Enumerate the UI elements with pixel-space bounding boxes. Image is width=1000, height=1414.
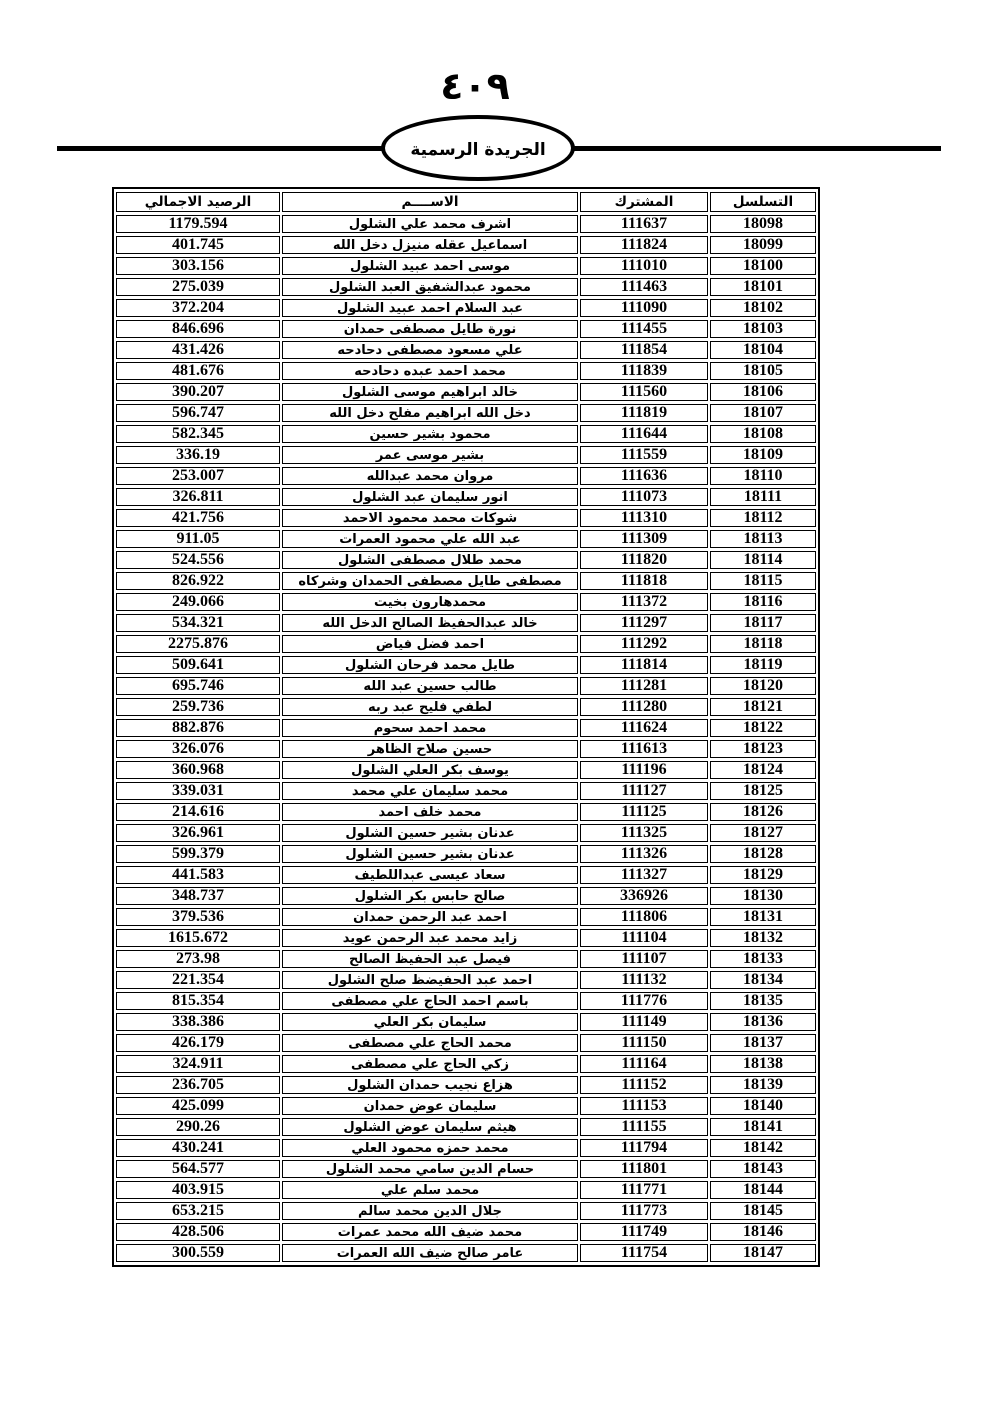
serial-cell: 18128 bbox=[710, 845, 816, 863]
balance-cell: 430.241 bbox=[116, 1139, 280, 1157]
table-row bbox=[116, 1118, 816, 1136]
table-row bbox=[116, 824, 816, 842]
table-row bbox=[116, 341, 816, 359]
subscriber-cell: 111463 bbox=[580, 278, 708, 296]
subscriber-cell: 111107 bbox=[580, 950, 708, 968]
subscriber-cell: 111824 bbox=[580, 236, 708, 254]
subscriber-cell: 111310 bbox=[580, 509, 708, 527]
serial-cell: 18120 bbox=[710, 677, 816, 695]
name-cell: اسماعيل عقله منيزل دخل الله bbox=[282, 236, 578, 254]
column-header-name: الاســــم bbox=[282, 192, 578, 212]
name-cell: جلال الدين محمد سالم bbox=[282, 1202, 578, 1220]
serial-cell: 18147 bbox=[710, 1244, 816, 1262]
balance-cell: 695.746 bbox=[116, 677, 280, 695]
table-row bbox=[116, 1139, 816, 1157]
serial-cell: 18102 bbox=[710, 299, 816, 317]
serial-cell: 18101 bbox=[710, 278, 816, 296]
table-row bbox=[116, 929, 816, 947]
table-row bbox=[116, 1097, 816, 1115]
subscriber-cell: 111325 bbox=[580, 824, 708, 842]
column-header-subscriber: المشترك bbox=[580, 192, 708, 212]
table-row bbox=[116, 782, 816, 800]
name-cell: احمد عبد الحفيضظ صلح الشلول bbox=[282, 971, 578, 989]
name-cell: محمد طلال مصطفى الشلول bbox=[282, 551, 578, 569]
serial-cell: 18143 bbox=[710, 1160, 816, 1178]
table-row bbox=[116, 551, 816, 569]
serial-cell: 18134 bbox=[710, 971, 816, 989]
table-row bbox=[116, 362, 816, 380]
name-cell: مصطفى طايل مصطفى الحمدان وشركاه bbox=[282, 572, 578, 590]
table-row bbox=[116, 698, 816, 716]
subscriber-cell: 111794 bbox=[580, 1139, 708, 1157]
serial-cell: 18114 bbox=[710, 551, 816, 569]
name-cell: بشير موسى عمر bbox=[282, 446, 578, 464]
table-row bbox=[116, 257, 816, 275]
serial-cell: 18144 bbox=[710, 1181, 816, 1199]
balance-cell: 336.19 bbox=[116, 446, 280, 464]
balance-cell: 441.583 bbox=[116, 866, 280, 884]
serial-cell: 18137 bbox=[710, 1034, 816, 1052]
serial-cell: 18110 bbox=[710, 467, 816, 485]
subscribers-table bbox=[112, 187, 820, 1267]
serial-cell: 18107 bbox=[710, 404, 816, 422]
subscriber-cell: 111644 bbox=[580, 425, 708, 443]
name-cell: عبد السلام احمد عبيد الشلول bbox=[282, 299, 578, 317]
name-cell: لطفي فليح عبد ربه bbox=[282, 698, 578, 716]
balance-cell: 1179.594 bbox=[116, 215, 280, 233]
table-row bbox=[116, 320, 816, 338]
table-row bbox=[116, 992, 816, 1010]
name-cell: خالد عبدالحفيظ الصالح الدخل الله bbox=[282, 614, 578, 632]
name-cell: زايد محمد عبد الرحمن عويد bbox=[282, 929, 578, 947]
name-cell: فيصل عبد الحفيظ الصالح bbox=[282, 950, 578, 968]
name-cell: علي مسعود مصطفى دحادحه bbox=[282, 341, 578, 359]
balance-cell: 401.745 bbox=[116, 236, 280, 254]
subscriber-cell: 111613 bbox=[580, 740, 708, 758]
balance-cell: 911.05 bbox=[116, 530, 280, 548]
subscriber-cell: 111155 bbox=[580, 1118, 708, 1136]
balance-cell: 372.204 bbox=[116, 299, 280, 317]
balance-cell: 360.968 bbox=[116, 761, 280, 779]
name-cell: هزاع نجيب حمدان الشلول bbox=[282, 1076, 578, 1094]
balance-cell: 324.911 bbox=[116, 1055, 280, 1073]
subscriber-cell: 111292 bbox=[580, 635, 708, 653]
subscriber-cell: 111309 bbox=[580, 530, 708, 548]
table-row bbox=[116, 425, 816, 443]
balance-cell: 275.039 bbox=[116, 278, 280, 296]
name-cell: عبد الله علي محمود العمرات bbox=[282, 530, 578, 548]
serial-cell: 18140 bbox=[710, 1097, 816, 1115]
name-cell: يوسف بكر العلي الشلول bbox=[282, 761, 578, 779]
balance-cell: 300.559 bbox=[116, 1244, 280, 1262]
serial-cell: 18115 bbox=[710, 572, 816, 590]
serial-cell: 18098 bbox=[710, 215, 816, 233]
serial-cell: 18099 bbox=[710, 236, 816, 254]
name-cell: زكي الحاج علي مصطفى bbox=[282, 1055, 578, 1073]
column-header-balance: الرصيد الاجمالي bbox=[116, 192, 280, 212]
subscriber-cell: 111010 bbox=[580, 257, 708, 275]
name-cell: طالب حسين عبد الله bbox=[282, 677, 578, 695]
serial-cell: 18141 bbox=[710, 1118, 816, 1136]
subscriber-cell: 111771 bbox=[580, 1181, 708, 1199]
subscriber-cell: 111637 bbox=[580, 215, 708, 233]
serial-cell: 18129 bbox=[710, 866, 816, 884]
table-row bbox=[116, 1223, 816, 1241]
balance-cell: 236.705 bbox=[116, 1076, 280, 1094]
serial-cell: 18142 bbox=[710, 1139, 816, 1157]
table-row bbox=[116, 488, 816, 506]
balance-cell: 599.379 bbox=[116, 845, 280, 863]
name-cell: محمدهارون بخيت bbox=[282, 593, 578, 611]
table-row bbox=[116, 677, 816, 695]
subscriber-cell: 111125 bbox=[580, 803, 708, 821]
name-cell: شوكات محمد محمود الاحمد bbox=[282, 509, 578, 527]
balance-cell: 582.345 bbox=[116, 425, 280, 443]
name-cell: خالد ابراهيم موسى الشلول bbox=[282, 383, 578, 401]
subscriber-cell: 111127 bbox=[580, 782, 708, 800]
page-number: ٤٠٩ bbox=[440, 64, 510, 108]
table-row bbox=[116, 971, 816, 989]
subscriber-cell: 111636 bbox=[580, 467, 708, 485]
gazette-banner-oval bbox=[381, 115, 575, 181]
name-cell: عدنان بشير حسين الشلول bbox=[282, 845, 578, 863]
table-row bbox=[116, 1244, 816, 1262]
balance-cell: 564.577 bbox=[116, 1160, 280, 1178]
table-row bbox=[116, 215, 816, 233]
name-cell: محمود عبدالشفيق العبد الشلول bbox=[282, 278, 578, 296]
table-row bbox=[116, 278, 816, 296]
balance-cell: 426.179 bbox=[116, 1034, 280, 1052]
name-cell: صالح حابس بكر الشلول bbox=[282, 887, 578, 905]
table-row bbox=[116, 467, 816, 485]
subscriber-cell: 111773 bbox=[580, 1202, 708, 1220]
name-cell: دخل الله ابراهيم مفلح دخل الله bbox=[282, 404, 578, 422]
name-cell: حسين صلاح الظاهر bbox=[282, 740, 578, 758]
balance-cell: 428.506 bbox=[116, 1223, 280, 1241]
table-row bbox=[116, 236, 816, 254]
table-row bbox=[116, 1202, 816, 1220]
serial-cell: 18106 bbox=[710, 383, 816, 401]
table-row bbox=[116, 446, 816, 464]
table-row bbox=[116, 1160, 816, 1178]
subscriber-cell: 111814 bbox=[580, 656, 708, 674]
balance-cell: 882.876 bbox=[116, 719, 280, 737]
subscriber-cell: 111196 bbox=[580, 761, 708, 779]
serial-cell: 18118 bbox=[710, 635, 816, 653]
name-cell: محمد حمزه محمود العلي bbox=[282, 1139, 578, 1157]
table-row bbox=[116, 614, 816, 632]
subscriber-cell: 111839 bbox=[580, 362, 708, 380]
subscriber-cell: 111560 bbox=[580, 383, 708, 401]
name-cell: حسام الدين سامي محمد الشلول bbox=[282, 1160, 578, 1178]
serial-cell: 18108 bbox=[710, 425, 816, 443]
balance-cell: 338.386 bbox=[116, 1013, 280, 1031]
table-header-row bbox=[116, 192, 816, 212]
balance-cell: 290.26 bbox=[116, 1118, 280, 1136]
name-cell: طايل محمد فرحان الشلول bbox=[282, 656, 578, 674]
name-cell: عدنان بشير حسين الشلول bbox=[282, 824, 578, 842]
balance-cell: 259.736 bbox=[116, 698, 280, 716]
serial-cell: 18121 bbox=[710, 698, 816, 716]
subscriber-cell: 111749 bbox=[580, 1223, 708, 1241]
serial-cell: 18136 bbox=[710, 1013, 816, 1031]
balance-cell: 303.156 bbox=[116, 257, 280, 275]
serial-cell: 18145 bbox=[710, 1202, 816, 1220]
subscriber-cell: 336926 bbox=[580, 887, 708, 905]
table-row bbox=[116, 383, 816, 401]
serial-cell: 18100 bbox=[710, 257, 816, 275]
serial-cell: 18119 bbox=[710, 656, 816, 674]
table-row bbox=[116, 593, 816, 611]
balance-cell: 253.007 bbox=[116, 467, 280, 485]
serial-cell: 18104 bbox=[710, 341, 816, 359]
subscriber-cell: 111455 bbox=[580, 320, 708, 338]
table-body bbox=[116, 215, 816, 1262]
serial-cell: 18109 bbox=[710, 446, 816, 464]
serial-cell: 18139 bbox=[710, 1076, 816, 1094]
table-row bbox=[116, 509, 816, 527]
table-row bbox=[116, 530, 816, 548]
name-cell: احمد فضل فياض bbox=[282, 635, 578, 653]
balance-cell: 421.756 bbox=[116, 509, 280, 527]
table-row bbox=[116, 1181, 816, 1199]
gazette-banner-title: الجريدة الرسمية bbox=[410, 139, 546, 160]
subscriber-cell: 111854 bbox=[580, 341, 708, 359]
name-cell: محمد سلم علي bbox=[282, 1181, 578, 1199]
name-cell: مروان محمد عبدالله bbox=[282, 467, 578, 485]
subscriber-cell: 111806 bbox=[580, 908, 708, 926]
table-row bbox=[116, 803, 816, 821]
serial-cell: 18123 bbox=[710, 740, 816, 758]
serial-cell: 18135 bbox=[710, 992, 816, 1010]
name-cell: عامر صالح ضيف الله العمرات bbox=[282, 1244, 578, 1262]
name-cell: محمد خلف احمد bbox=[282, 803, 578, 821]
balance-cell: 348.737 bbox=[116, 887, 280, 905]
name-cell: احمد عبد الرحمن حمدان bbox=[282, 908, 578, 926]
name-cell: محمد احمد عبده دحادحه bbox=[282, 362, 578, 380]
balance-cell: 2275.876 bbox=[116, 635, 280, 653]
name-cell: سعاد عيسى عبداللطيف bbox=[282, 866, 578, 884]
table-row bbox=[116, 866, 816, 884]
serial-cell: 18116 bbox=[710, 593, 816, 611]
serial-cell: 18125 bbox=[710, 782, 816, 800]
balance-cell: 846.696 bbox=[116, 320, 280, 338]
serial-cell: 18126 bbox=[710, 803, 816, 821]
subscriber-cell: 111150 bbox=[580, 1034, 708, 1052]
serial-cell: 18131 bbox=[710, 908, 816, 926]
name-cell: نورة طايل مصطفى حمدان bbox=[282, 320, 578, 338]
balance-cell: 653.215 bbox=[116, 1202, 280, 1220]
balance-cell: 326.076 bbox=[116, 740, 280, 758]
column-header-serial: التسلسل bbox=[710, 192, 816, 212]
subscriber-cell: 111776 bbox=[580, 992, 708, 1010]
balance-cell: 524.556 bbox=[116, 551, 280, 569]
subscriber-cell: 111754 bbox=[580, 1244, 708, 1262]
balance-cell: 326.961 bbox=[116, 824, 280, 842]
serial-cell: 18117 bbox=[710, 614, 816, 632]
balance-cell: 826.922 bbox=[116, 572, 280, 590]
serial-cell: 18122 bbox=[710, 719, 816, 737]
subscriber-cell: 111164 bbox=[580, 1055, 708, 1073]
balance-cell: 596.747 bbox=[116, 404, 280, 422]
subscriber-cell: 111801 bbox=[580, 1160, 708, 1178]
name-cell: محمد ضيف الله محمد عمرات bbox=[282, 1223, 578, 1241]
balance-cell: 481.676 bbox=[116, 362, 280, 380]
balance-cell: 379.536 bbox=[116, 908, 280, 926]
name-cell: انور سليمان عبد الشلول bbox=[282, 488, 578, 506]
serial-cell: 18124 bbox=[710, 761, 816, 779]
name-cell: اشرف محمد علي الشلول bbox=[282, 215, 578, 233]
table-row bbox=[116, 404, 816, 422]
table-row bbox=[116, 1076, 816, 1094]
table-row bbox=[116, 299, 816, 317]
table-row bbox=[116, 761, 816, 779]
name-cell: هيثم سليمان عوض الشلول bbox=[282, 1118, 578, 1136]
serial-cell: 18138 bbox=[710, 1055, 816, 1073]
table-row bbox=[116, 1034, 816, 1052]
subscriber-cell: 111297 bbox=[580, 614, 708, 632]
table-row bbox=[116, 950, 816, 968]
table-row bbox=[116, 635, 816, 653]
table-row bbox=[116, 845, 816, 863]
table-row bbox=[116, 740, 816, 758]
subscriber-cell: 111327 bbox=[580, 866, 708, 884]
name-cell: سليمان عوض حمدان bbox=[282, 1097, 578, 1115]
balance-cell: 509.641 bbox=[116, 656, 280, 674]
table-row bbox=[116, 1013, 816, 1031]
balance-cell: 815.354 bbox=[116, 992, 280, 1010]
balance-cell: 534.321 bbox=[116, 614, 280, 632]
name-cell: محمد سليمان علي محمد bbox=[282, 782, 578, 800]
subscriber-cell: 111820 bbox=[580, 551, 708, 569]
serial-cell: 18146 bbox=[710, 1223, 816, 1241]
balance-cell: 214.616 bbox=[116, 803, 280, 821]
name-cell: محمد احمد سحوم bbox=[282, 719, 578, 737]
subscriber-cell: 111090 bbox=[580, 299, 708, 317]
serial-cell: 18133 bbox=[710, 950, 816, 968]
balance-cell: 425.099 bbox=[116, 1097, 280, 1115]
serial-cell: 18113 bbox=[710, 530, 816, 548]
subscriber-cell: 111818 bbox=[580, 572, 708, 590]
table-row bbox=[116, 1055, 816, 1073]
balance-cell: 390.207 bbox=[116, 383, 280, 401]
subscriber-cell: 111372 bbox=[580, 593, 708, 611]
name-cell: سليمان بكر العلي bbox=[282, 1013, 578, 1031]
subscriber-cell: 111326 bbox=[580, 845, 708, 863]
balance-cell: 403.915 bbox=[116, 1181, 280, 1199]
serial-cell: 18127 bbox=[710, 824, 816, 842]
balance-cell: 431.426 bbox=[116, 341, 280, 359]
serial-cell: 18103 bbox=[710, 320, 816, 338]
name-cell: باسم احمد الحاج علي مصطفى bbox=[282, 992, 578, 1010]
subscriber-cell: 111152 bbox=[580, 1076, 708, 1094]
subscriber-cell: 111073 bbox=[580, 488, 708, 506]
serial-cell: 18111 bbox=[710, 488, 816, 506]
subscriber-cell: 111132 bbox=[580, 971, 708, 989]
subscriber-cell: 111149 bbox=[580, 1013, 708, 1031]
subscriber-cell: 111281 bbox=[580, 677, 708, 695]
name-cell: موسى احمد عبيد الشلول bbox=[282, 257, 578, 275]
subscriber-cell: 111624 bbox=[580, 719, 708, 737]
subscriber-cell: 111153 bbox=[580, 1097, 708, 1115]
table-row bbox=[116, 908, 816, 926]
name-cell: محمود بشير حسين bbox=[282, 425, 578, 443]
subscriber-cell: 111280 bbox=[580, 698, 708, 716]
subscriber-cell: 111819 bbox=[580, 404, 708, 422]
table-row bbox=[116, 572, 816, 590]
table-row bbox=[116, 887, 816, 905]
table-row bbox=[116, 719, 816, 737]
subscriber-cell: 111104 bbox=[580, 929, 708, 947]
serial-cell: 18105 bbox=[710, 362, 816, 380]
name-cell: محمد الحاج علي مصطفى bbox=[282, 1034, 578, 1052]
serial-cell: 18130 bbox=[710, 887, 816, 905]
balance-cell: 339.031 bbox=[116, 782, 280, 800]
balance-cell: 326.811 bbox=[116, 488, 280, 506]
balance-cell: 273.98 bbox=[116, 950, 280, 968]
table-row bbox=[116, 656, 816, 674]
serial-cell: 18132 bbox=[710, 929, 816, 947]
balance-cell: 249.066 bbox=[116, 593, 280, 611]
subscriber-cell: 111559 bbox=[580, 446, 708, 464]
balance-cell: 221.354 bbox=[116, 971, 280, 989]
serial-cell: 18112 bbox=[710, 509, 816, 527]
balance-cell: 1615.672 bbox=[116, 929, 280, 947]
